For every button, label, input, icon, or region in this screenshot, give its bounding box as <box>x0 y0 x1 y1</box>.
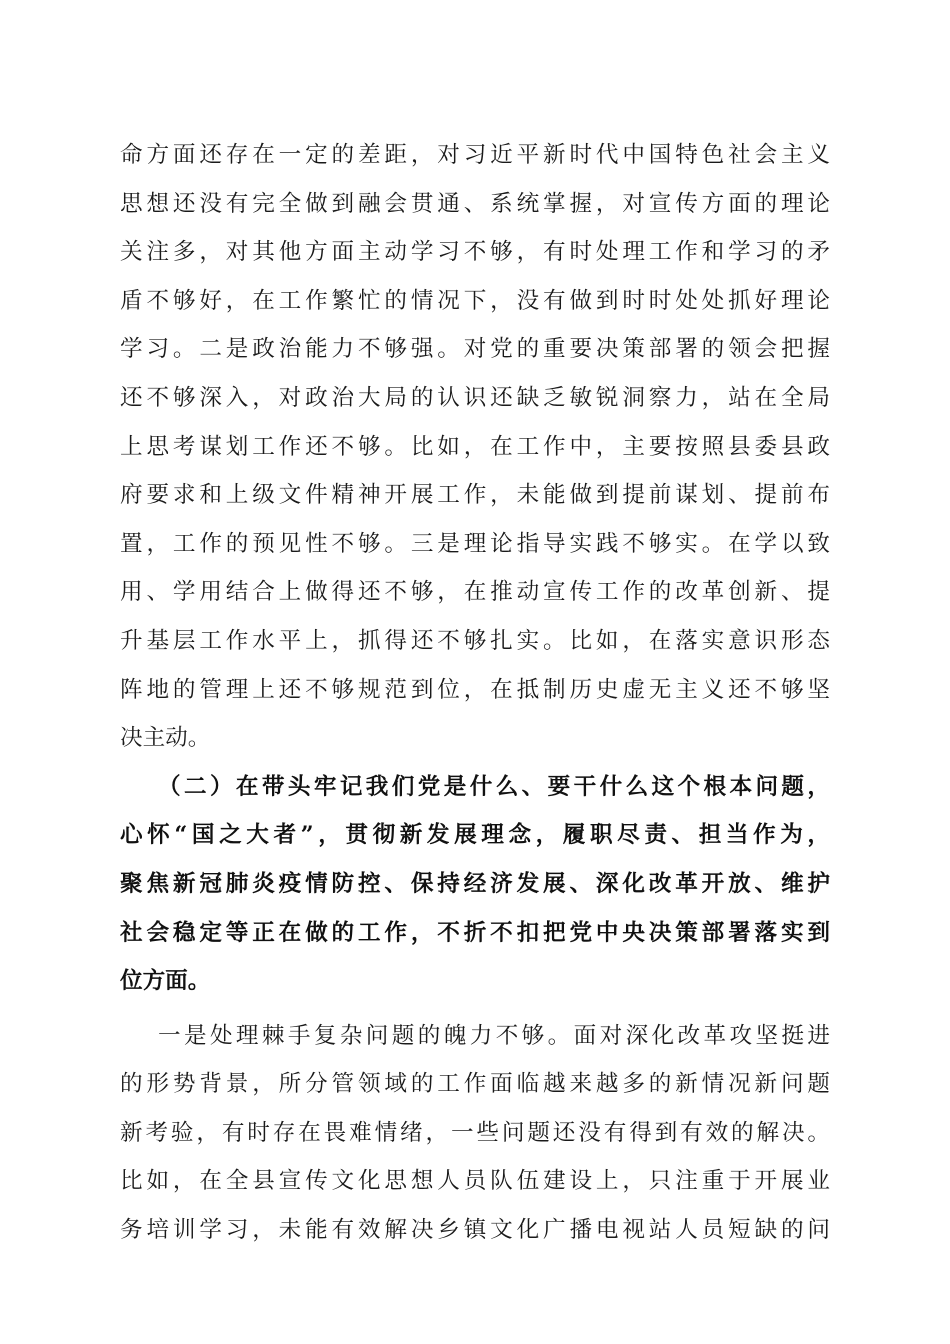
text-line: 阵地的管理上还不够规范到位，在抵制历史虚无主义还不够坚 <box>120 676 830 703</box>
text-line: 用、学用结合上做得还不够，在推动宣传工作的改革创新、提 <box>120 579 830 606</box>
text-line: 的形势背景，所分管领域的工作面临越来越多的新情况新问题 <box>120 1071 830 1098</box>
paragraph-self-review-part1 <box>120 131 830 763</box>
text-line: 学习。二是政治能力不够强。对党的重要决策部署的领会把握 <box>120 336 830 363</box>
text-line: 关注多，对其他方面主动学习不够，有时处理工作和学习的矛 <box>120 239 830 266</box>
heading-line: 社会稳定等正在做的工作，不折不扣把党中央决策部署落实到 <box>120 919 830 946</box>
text-line: 升基层工作水平上，抓得还不够扎实。比如，在落实意识形态 <box>120 627 830 654</box>
heading-line: 心怀“国之大者”，贯彻新发展理念，履职尽责、担当作为， <box>120 822 830 849</box>
text-line: 比如，在全县宣传文化思想人员队伍建设上，只注重于开展业 <box>120 1168 830 1195</box>
heading-line: 位方面。 <box>120 968 211 995</box>
heading-line: （二）在带头牢记我们党是什么、要干什么这个根本问题， <box>158 773 830 800</box>
section-heading-2 <box>120 763 830 1006</box>
heading-line: 聚焦新冠肺炎疫情防控、保持经济发展、深化改革开放、维护 <box>120 870 830 897</box>
text-line: 还不够深入，对政治大局的认识还缺乏敏锐洞察力，站在全局 <box>120 384 830 411</box>
document-body <box>120 131 830 1255</box>
text-line: 新考验，有时存在畏难情绪，一些问题还没有得到有效的解决。 <box>120 1119 830 1146</box>
text-line: 盾不够好，在工作繁忙的情况下，没有做到时时处处抓好理论 <box>120 287 830 314</box>
paragraph-self-review-part3 <box>120 1012 830 1255</box>
text-line: 府要求和上级文件精神开展工作，未能做到提前谋划、提前布 <box>120 482 830 509</box>
text-line: 一是处理棘手复杂问题的魄力不够。面对深化改革攻坚挺进 <box>158 1022 830 1049</box>
text-line: 置，工作的预见性不够。三是理论指导实践不够实。在学以致 <box>120 530 830 557</box>
text-line: 决主动。 <box>120 725 211 752</box>
text-line: 思想还没有完全做到融会贯通、系统掌握，对宣传方面的理论 <box>120 190 830 217</box>
text-line: 务培训学习，未能有效解决乡镇文化广播电视站人员短缺的问 <box>120 1217 830 1244</box>
text-line: 上思考谋划工作还不够。比如，在工作中，主要按照县委县政 <box>120 433 830 460</box>
text-line: 命方面还存在一定的差距，对习近平新时代中国特色社会主义 <box>120 142 830 168</box>
